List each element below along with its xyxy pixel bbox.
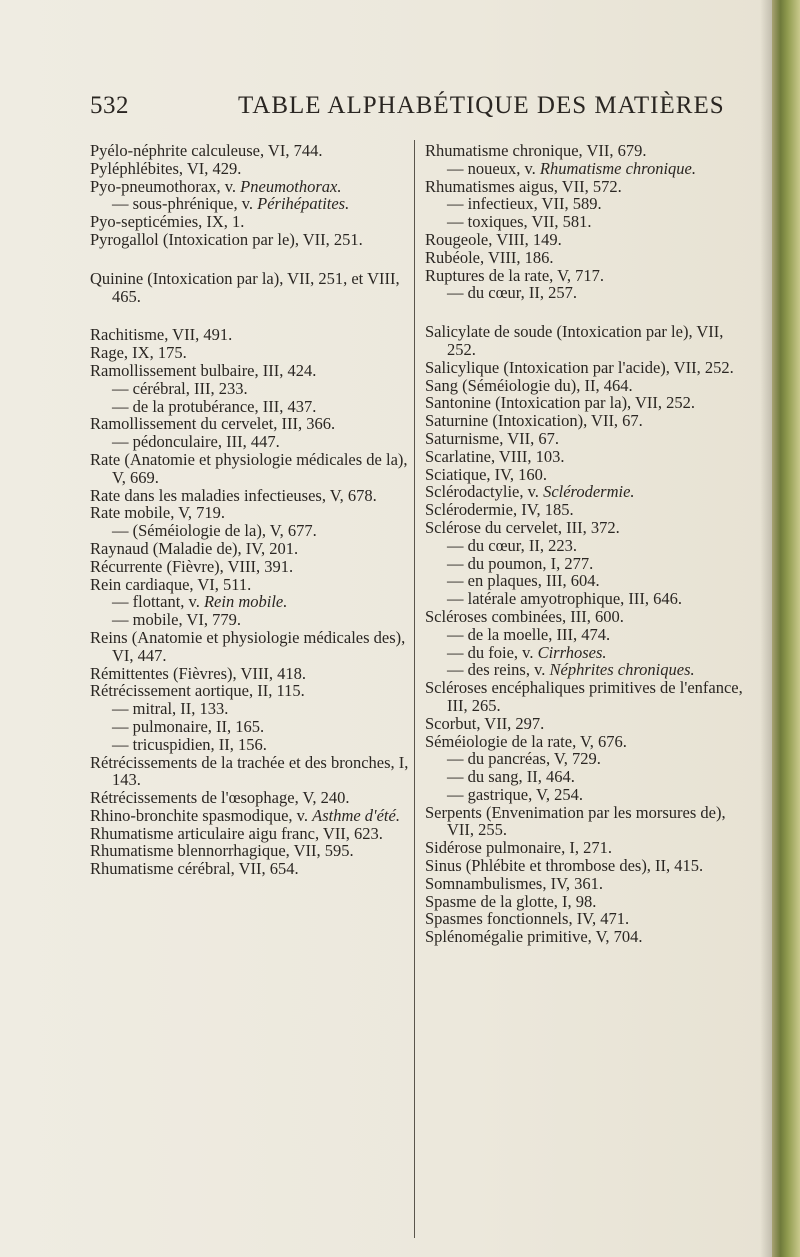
index-entry [90,326,410,344]
index-entry [90,576,410,594]
entry-spacer [90,305,410,326]
index-entry [425,608,755,626]
entry-text: Spasme de la glotte, I, 98. [425,891,597,911]
index-subentry [90,380,410,398]
entry-text: Rétrécissements de l'œsophage, V, 240. [90,788,350,808]
entry-spacer [90,249,410,270]
entry-text: Rate (Anatomie et physiologie médicales de la), V, 669. [90,449,408,487]
page-header [0,92,772,122]
entry-text: — du foie, v. [447,642,538,662]
entry-text: Rétrécissement aortique, II, 115. [90,681,305,701]
index-entry [425,267,755,285]
entry-cross-reference: Rhumatisme chronique. [539,158,697,178]
entry-cross-reference: Rein mobile. [203,592,288,612]
index-entry [425,394,755,412]
index-column-left [90,142,410,878]
entry-text: Rein cardiaque, VI, 511. [90,574,252,594]
entry-text: Rubéole, VIII, 186. [425,247,554,267]
entry-cross-reference: Asthme d'été. [312,805,400,825]
index-entry [90,665,410,683]
entry-text: — mitral, II, 133. [112,699,229,719]
entry-text: — de la moelle, III, 474. [447,624,611,644]
adjacent-page-edge [772,0,800,1257]
entry-text: Somnambulismes, IV, 361. [425,873,603,893]
index-subentry [425,590,755,608]
entry-text: Raynaud (Maladie de), IV, 201. [90,538,299,558]
entry-text: — en plaques, III, 604. [447,571,600,591]
entry-text: Sidérose pulmonaire, I, 271. [425,838,612,858]
entry-text: — pédonculaire, III, 447. [112,432,280,452]
entry-text: Pyrogallol (Intoxication par le), VII, 251. [90,229,363,249]
entry-cross-reference: Pneumothorax. [240,176,342,196]
index-entry [90,825,410,843]
index-entry [425,928,755,946]
entry-text: — latérale amyotrophique, III, 646. [447,589,683,609]
index-entry [425,178,755,196]
column-divider [414,140,415,1238]
running-title: TABLE ALPHABÉTIQUE DES MATIÈRES [238,92,725,119]
index-entry [425,733,755,751]
index-subentry [425,555,755,573]
index-entry [90,178,410,196]
entry-text: Scléroses combinées, III, 600. [425,606,624,626]
index-subentry [425,195,755,213]
entry-text: Sang (Séméiologie du), II, 464. [425,375,633,395]
entry-text: Rate mobile, V, 719. [90,503,226,523]
index-subentry [425,284,755,302]
index-entry [425,857,755,875]
index-subentry [90,195,410,213]
entry-text: — noueux, v. [447,158,540,178]
index-entry [90,142,410,160]
index-entry [425,430,755,448]
entry-text: — mobile, VI, 779. [112,610,241,630]
entry-text: Serpents (Envenimation par les morsures de), VII, 255. [425,802,726,840]
index-subentry [425,786,755,804]
index-entry [425,359,755,377]
entry-cross-reference: Périhépatites. [257,194,350,214]
entry-text: Santonine (Intoxication par la), VII, 252. [425,393,696,413]
entry-text: Sclérose du cervelet, III, 372. [425,517,620,537]
index-entry [90,504,410,522]
entry-text: Rhino-bronchite spasmodique, v. [90,805,313,825]
index-subentry [425,572,755,590]
entry-text: Pyélo-néphrite calculeuse, VI, 744. [90,141,323,160]
entry-text: — cérébral, III, 233. [112,378,248,398]
index-subentry [90,736,410,754]
index-entry [425,839,755,857]
entry-text: Rhumatisme cérébral, VII, 654. [90,859,299,879]
index-entry [425,249,755,267]
entry-text: Ramollissement du cervelet, III, 366. [90,414,336,434]
index-entry [425,893,755,911]
entry-text: Rhumatismes aigus, VII, 572. [425,176,622,196]
index-subentry [425,644,755,662]
entry-text: Sciatique, IV, 160. [425,464,548,484]
index-subentry [90,593,410,611]
index-entry [90,487,410,505]
entry-cross-reference: Sclérodermie. [543,482,635,502]
entry-text: — gastrique, V, 254. [447,784,583,804]
entry-text: Récurrente (Fièvre), VIII, 391. [90,556,294,576]
index-entry [425,875,755,893]
index-entry [90,558,410,576]
index-entry [425,466,755,484]
entry-text: — des reins, v. [447,660,550,680]
index-entry [425,142,755,160]
index-entry [90,807,410,825]
entry-text: Rate dans les maladies infectieuses, V, 678. [90,485,377,505]
index-entry [90,160,410,178]
entry-text: — pulmonaire, II, 165. [112,716,265,736]
index-subentry [425,160,755,178]
entry-text: Reins (Anatomie et physiologie médicales des), VI, 447. [90,627,406,665]
index-subentry [425,661,755,679]
index-subentry [90,611,410,629]
entry-text: Sinus (Phlébite et thrombose des), II, 415. [425,856,704,876]
entry-text: — du cœur, II, 223. [447,535,577,555]
index-entry [90,789,410,807]
index-entry [90,362,410,380]
index-entry [425,501,755,519]
index-entry [90,231,410,249]
entry-text: Pyo-septicémies, IX, 1. [90,212,245,232]
entry-text: — du cœur, II, 257. [447,283,577,303]
entry-text: Sclérodermie, IV, 185. [425,500,574,520]
index-entry [425,483,755,501]
entry-text: Rachitisme, VII, 491. [90,325,233,345]
entry-text: Scorbut, VII, 297. [425,713,545,733]
index-subentry [90,433,410,451]
entry-text: — sous-phrénique, v. [112,194,258,214]
index-entry [90,842,410,860]
entry-text: Scléroses encéphaliques primitives de l'enfance, III, 265. [425,678,743,715]
entry-text: Salicylique (Intoxication par l'acide), VII, 252. [425,357,734,377]
index-entry [425,231,755,249]
entry-text: Scarlatine, VIII, 103. [425,446,565,466]
index-entry [90,754,410,790]
index-subentry [90,522,410,540]
index-entry [90,860,410,878]
entry-text: — toxiques, VII, 581. [447,212,592,232]
entry-spacer [425,302,755,323]
entry-text: Sclérodactylie, v. [425,482,544,502]
entry-text: — du sang, II, 464. [447,767,575,787]
entry-text: — du poumon, I, 277. [447,553,594,573]
index-entry [425,377,755,395]
entry-text: Saturnisme, VII, 67. [425,428,559,448]
entry-text: — flottant, v. [112,592,204,612]
index-entry [425,715,755,733]
entry-cross-reference: Néphrites chroniques. [549,660,695,680]
index-entry [90,629,410,665]
index-subentry [425,626,755,644]
entry-text: — de la protubérance, III, 437. [112,396,317,416]
index-entry [90,451,410,487]
index-entry [90,213,410,231]
entry-text: Saturnine (Intoxication), VII, 67. [425,411,643,431]
index-subentry [425,213,755,231]
index-subentry [425,537,755,555]
index-entry [90,344,410,362]
index-subentry [425,750,755,768]
entry-text: Splénomégalie primitive, V, 704. [425,927,643,947]
entry-text: Rémittentes (Fièvres), VIII, 418. [90,663,306,683]
entry-text: — (Séméiologie de la), V, 677. [112,521,317,541]
index-entry [425,412,755,430]
entry-text: Rage, IX, 175. [90,343,187,363]
entry-text: — tricuspidien, II, 156. [112,734,267,754]
entry-text: — du pancréas, V, 729. [447,749,601,769]
entry-text: Rhumatisme blennorrhagique, VII, 595. [90,841,354,861]
entry-text: Pyo-pneumothorax, v. [90,176,241,196]
page-number: 532 [90,92,129,119]
entry-text: Séméiologie de la rate, V, 676. [425,731,627,751]
entry-text: Pyléphlébites, VI, 429. [90,158,242,178]
entry-text: Quinine (Intoxication par la), VII, 251, et VIII, 465. [90,268,400,306]
entry-text: Salicylate de soude (Intoxication par le), VII, 252. [425,322,724,359]
index-column-right [425,142,755,946]
entry-text: — infectieux, VII, 589. [447,194,602,214]
index-entry [425,910,755,928]
index-entry [425,679,755,715]
index-subentry [90,700,410,718]
entry-text: Ramollissement bulbaire, III, 424. [90,360,317,380]
index-entry [90,540,410,558]
index-entry [425,804,755,840]
entry-text: Rhumatisme articulaire aigu franc, VII, 623. [90,823,383,843]
index-subentry [425,768,755,786]
entry-text: Ruptures de la rate, V, 717. [425,265,605,285]
index-entry [90,270,410,306]
index-entry [425,323,755,359]
index-entry [90,682,410,700]
entry-cross-reference: Cirrhoses. [537,642,607,662]
entry-text: Rhumatisme chronique, VII, 679. [425,141,647,160]
entry-text: Rougeole, VIII, 149. [425,229,562,249]
index-subentry [90,398,410,416]
index-subentry [90,718,410,736]
entry-text: Rétrécissements de la trachée et des bronches, I, 143. [90,752,409,790]
entry-text: Spasmes fonctionnels, IV, 471. [425,909,630,929]
index-entry [425,448,755,466]
index-entry [425,519,755,537]
index-entry [90,415,410,433]
